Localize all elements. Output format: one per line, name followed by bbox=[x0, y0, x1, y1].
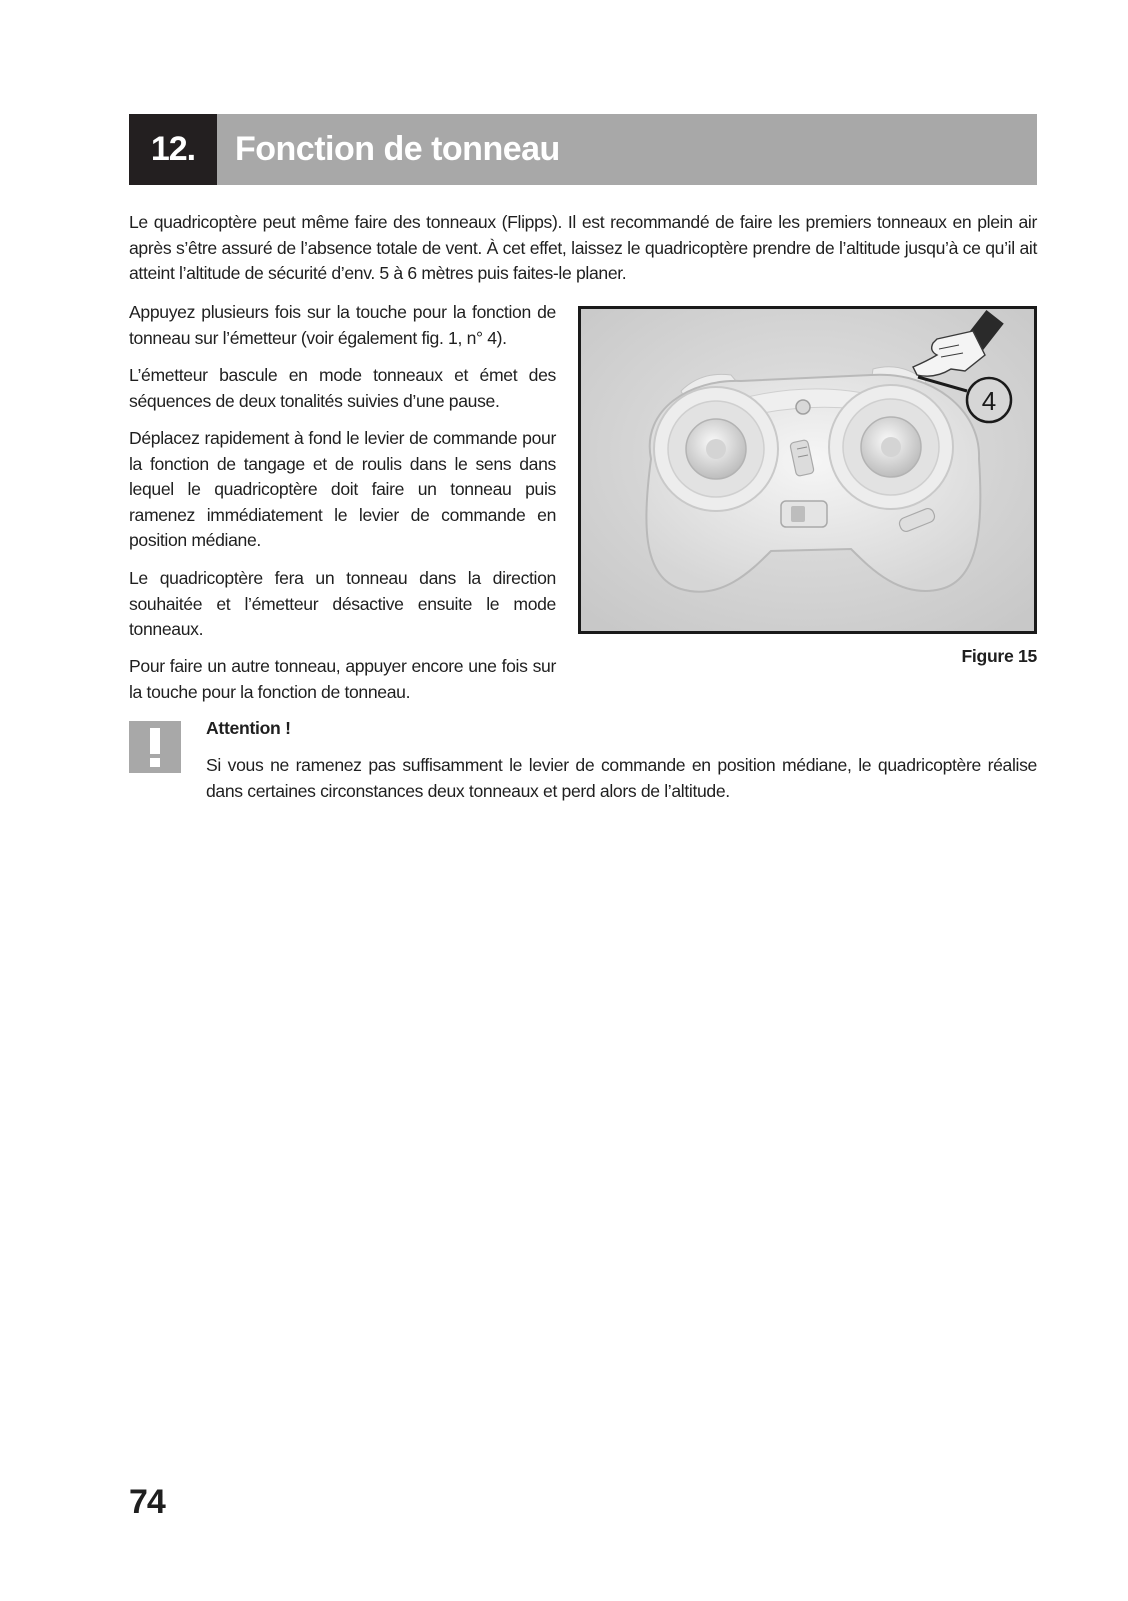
intro-paragraph: Le quadricoptère peut même faire des tonneaux (Flipps). Il est recommandé de faire les premiers tonneaux en plein air après s’être assuré de l’absence totale de vent. À cet effet, laissez le quadricoptère prendre de l’altitude jusqu’à ce qu’il ait atteint l’altitude de sécurité d’env. 5 à 6 mètres puis faites-le planer. bbox=[129, 212, 1037, 283]
paragraph-flip-result: Le quadricoptère fera un tonneau dans la direction souhaitée et l’émetteur désactive ensuite le mode tonneaux. bbox=[129, 568, 556, 639]
section-number: 12. bbox=[129, 114, 217, 185]
exclamation-icon bbox=[129, 721, 181, 773]
paragraph-move-stick: Déplacez rapidement à fond le levier de commande pour la fonction de tangage et de roulis dans le sens dans lequel le quadricoptère doit faire un tonneau puis ramenez immédiatement le levier de commande en position médiane. bbox=[129, 428, 556, 550]
figure-caption: Figure 15 bbox=[961, 646, 1037, 666]
transmitter-illustration bbox=[581, 309, 1034, 631]
attention-title: Attention ! bbox=[206, 718, 291, 738]
paragraph-press-button: Appuyez plusieurs fois sur la touche pour la fonction de tonneau sur l’émetteur (voir également fig. 1, n° 4). bbox=[129, 302, 556, 348]
callout-number: 4 bbox=[981, 386, 997, 416]
paragraph-flip-mode: L’émetteur bascule en mode tonneaux et émet des séquences de deux tonalités suivies d’une pause. bbox=[129, 365, 556, 411]
page-number: 74 bbox=[129, 1483, 165, 1521]
figure-transmitter-photo bbox=[578, 306, 1037, 634]
section-header bbox=[129, 114, 1037, 185]
paragraph-another-flip: Pour faire un autre tonneau, appuyer encore une fois sur la touche pour la fonction de tonneau. bbox=[129, 656, 556, 702]
attention-text: Si vous ne ramenez pas suffisamment le levier de commande en position médiane, le quadricoptère réalise dans certaines circonstances deux tonneaux et perd alors de l’altitude. bbox=[206, 755, 1037, 801]
section-title: Fonction de tonneau bbox=[217, 114, 1037, 185]
